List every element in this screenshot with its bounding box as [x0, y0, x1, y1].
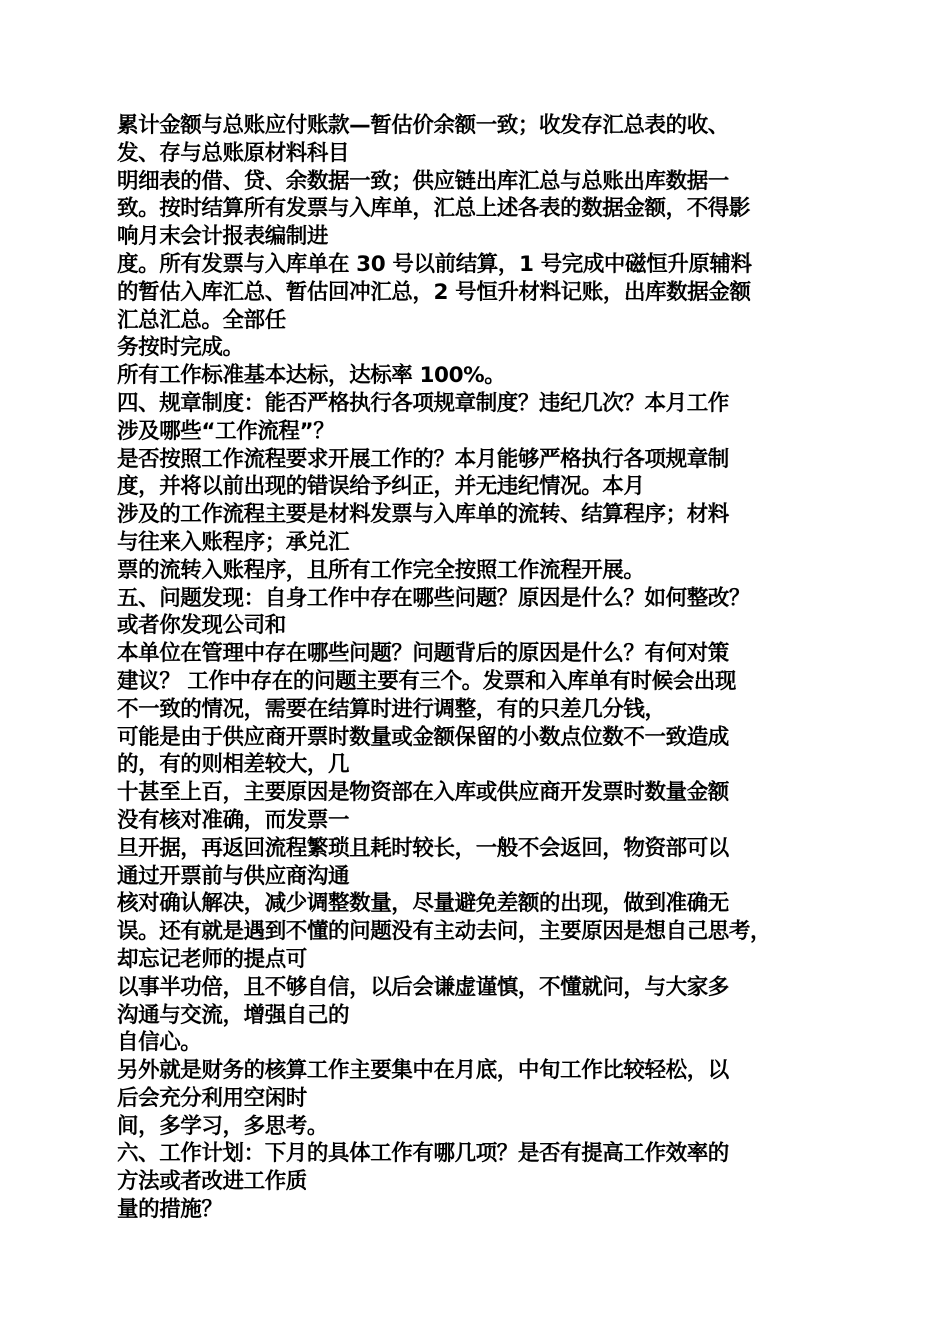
text-line: 后会充分利用空闲时 — [117, 1085, 307, 1111]
text-line: 与往来入账程序；承兑汇 — [117, 529, 350, 555]
section-heading-line: 四、规章制度：能否严格执行各项规章制度？违纪几次？本月工作 — [117, 390, 729, 416]
text-line: 自信心。 — [117, 1030, 202, 1056]
text-line: 响月末会计报表编制进 — [117, 224, 329, 250]
text-line: 所有工作标准基本达标，达标率 100%。 — [117, 363, 506, 389]
text-line: 通过开票前与供应商沟通 — [117, 863, 350, 889]
text-line: 的，有的则相差较大，几 — [117, 752, 350, 778]
text-line: 不一致的情况，需要在结算时进行调整，有的只差几分钱， — [117, 696, 666, 722]
text-line: 致。按时结算所有发票与入库单，汇总上述各表的数据金额，不得影 — [117, 196, 751, 222]
text-line: 另外就是财务的核算工作主要集中在月底，中旬工作比较轻松，以 — [117, 1058, 729, 1084]
section-heading-line: 六、工作计划：下月的具体工作有哪几项？是否有提高工作效率的 — [117, 1141, 729, 1167]
text-line: 明细表的借、贷、余数据一致；供应链出库汇总与总账出库数据一 — [117, 168, 729, 194]
document-body — [117, 112, 852, 1224]
text-line: 方法或者改进工作质 — [117, 1169, 307, 1195]
text-line: 涉及哪些“工作流程”？ — [117, 418, 335, 444]
text-line: 汇总汇总。全部任 — [117, 307, 286, 333]
text-line: 发、存与总账原材料科目 — [117, 140, 350, 166]
text-line: 间，多学习，多思考。 — [117, 1113, 329, 1139]
text-line: 累计金额与总账应付账款—暂估价余额一致；收发存汇总表的收、 — [117, 113, 729, 138]
text-line: 核对确认解决，减少调整数量，尽量避免差额的出现，做到准确无 — [117, 891, 729, 917]
text-line: 十甚至上百，主要原因是物资部在入库或供应商开发票时数量金额 — [117, 780, 729, 806]
text-line: 或者你发现公司和 — [117, 613, 286, 639]
text-line: 量的措施？ — [117, 1197, 223, 1223]
text-line: 的暂估入库汇总、暂估回冲汇总，2 号恒升材料记账，出库数据金额 — [117, 279, 751, 305]
text-line: 没有核对准确，而发票一 — [117, 807, 350, 833]
text-line: 度。所有发票与入库单在 30 号以前结算，1 号完成中磁恒升原辅料 — [117, 251, 752, 277]
text-line: 票的流转入账程序，且所有工作完全按照工作流程开展。 — [117, 557, 645, 583]
text-line: 度，并将以前出现的错误给予纠正，并无违纪情况。本月 — [117, 474, 645, 500]
text-line: 却忘记老师的提点可 — [117, 946, 307, 972]
text-line: 涉及的工作流程主要是材料发票与入库单的流转、结算程序；材料 — [117, 502, 729, 528]
text-line: 沟通与交流，增强自己的 — [117, 1002, 350, 1028]
text-line: 是否按照工作流程要求开展工作的？本月能够严格执行各项规章制 — [117, 446, 729, 472]
text-line: 以事半功倍，且不够自信，以后会谦虚谨慎，不懂就问，与大家多 — [117, 974, 729, 1000]
text-line: 务按时完成。 — [117, 335, 244, 361]
section-heading-line: 五、问题发现：自身工作中存在哪些问题？原因是什么？如何整改？ — [117, 585, 751, 611]
text-line: 可能是由于供应商开票时数量或金额保留的小数点位数不一致造成 — [117, 724, 729, 750]
text-line: 本单位在管理中存在哪些问题？问题背后的原因是什么？有何对策 — [117, 641, 729, 667]
text-line: 旦开据，再返回流程繁琐且耗时较长，一般不会返回，物资部可以 — [117, 835, 729, 861]
text-line: 建议？ 工作中存在的问题主要有三个。发票和入库单有时候会出现 — [117, 668, 736, 694]
text-line: 误。还有就是遇到不懂的问题没有主动去问，主要原因是想自己思考， — [117, 919, 772, 945]
